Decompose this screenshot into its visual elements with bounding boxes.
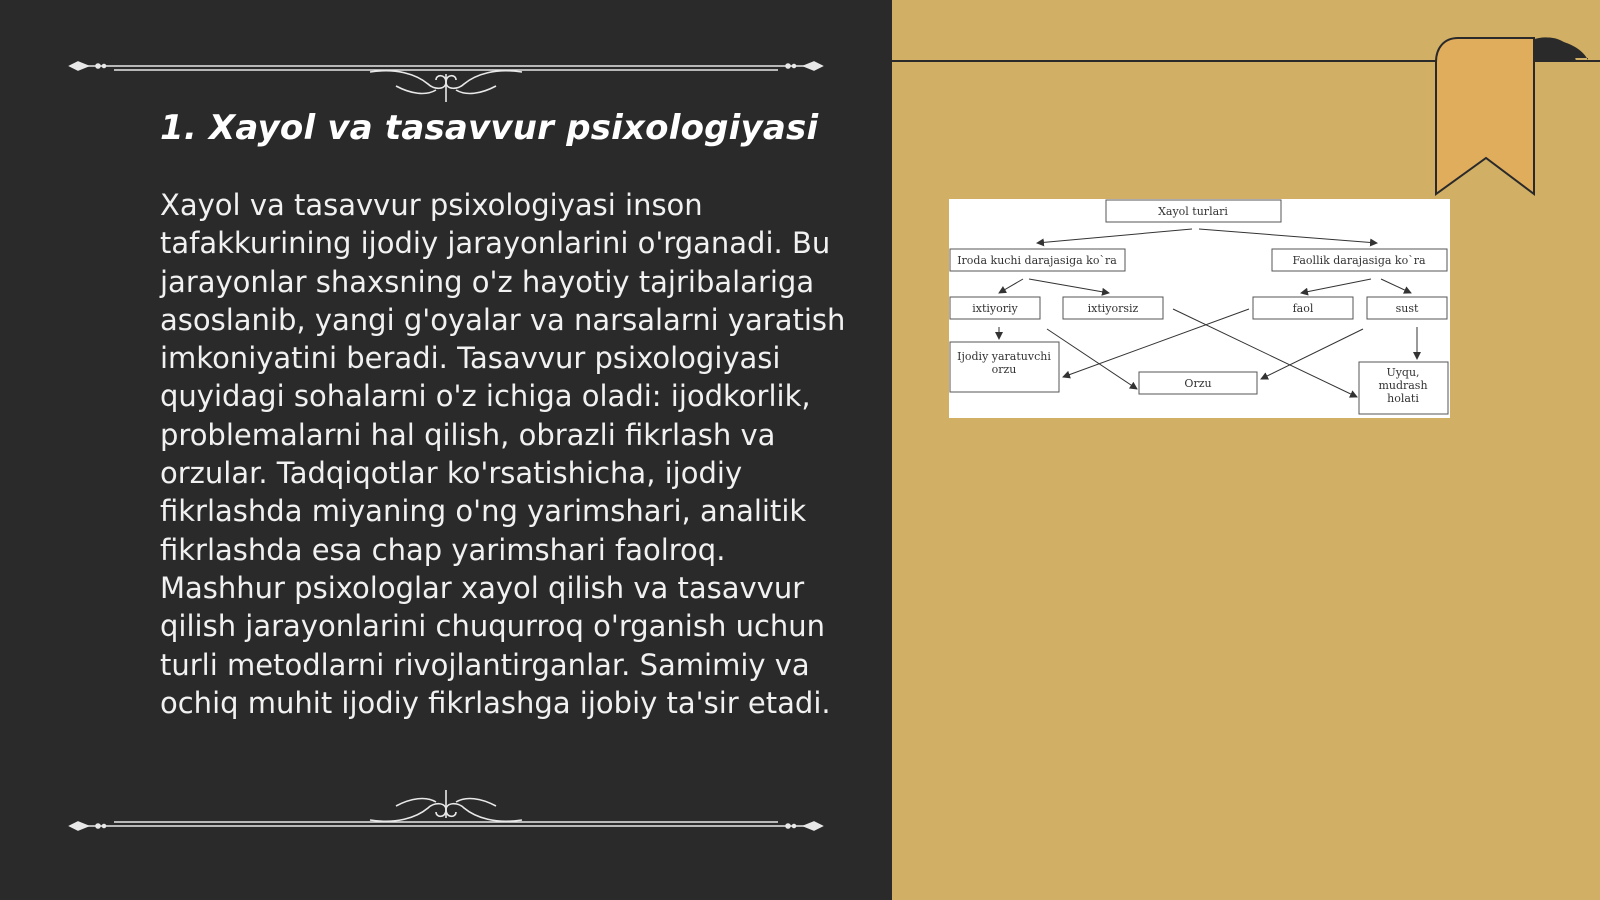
top-ornament-divider <box>66 44 826 104</box>
bottom-ornament-divider <box>66 772 826 832</box>
label-uyqu-2: mudrash <box>1378 379 1428 392</box>
label-left-branch: Iroda kuchi darajasiga ko`ra <box>957 254 1117 267</box>
label-right-branch: Faollik darajasiga ko`ra <box>1292 254 1426 267</box>
label-ixtiyorsiz: ixtiyorsiz <box>1087 302 1139 315</box>
label-root: Xayol turlari <box>1158 205 1228 218</box>
label-uyqu-3: holati <box>1387 392 1419 405</box>
label-ijodiy-1: Ijodiy yaratuvchi <box>957 350 1051 363</box>
xayol-turlari-diagram <box>949 199 1450 418</box>
label-uyqu-1: Uyqu, <box>1386 366 1420 379</box>
label-orzu: Orzu <box>1184 377 1212 390</box>
label-faol: faol <box>1292 302 1314 315</box>
label-ijodiy-2: orzu <box>991 363 1017 376</box>
label-sust: sust <box>1395 302 1419 315</box>
label-ixtiyoriy: ixtiyoriy <box>972 302 1018 315</box>
bookmark-ribbon-icon <box>1434 34 1600 204</box>
slide-title: 1. Xayol va tasavvur psixologiyasi <box>160 108 819 148</box>
slide-body-text: Xayol va tasavvur psixologiyasi inson tafakkurining ijodiy jarayonlarini o'rganadi. Bu jarayonlar shaxsning o'z hayotiy tajribalariga asoslanib, yangi g'oyalar va narsalarni yaratish imkoniyatini beradi. Tasavvur psixologiyasi quyidagi sohalarni o'z ichiga oladi: ijodkorlik, problemalarni hal qilish, obrazli fikrlash va orzular. Tadqiqotlar ko'rsatishicha, ijodiy fikrlashda miyaning o'ng yarimshari, analitik fikrlashda esa chap yarimshari faolroq. Mashhur psixologlar xayol qilish va tasavvur qilish jarayonlarini chuqurroq o'rganish uchun turli metodlarni rivojlantirganlar. Samimiy va ochiq muhit ijodiy fikrlashga ijobiy ta'sir etadi. <box>160 188 846 720</box>
diagram-svg <box>949 199 1450 418</box>
